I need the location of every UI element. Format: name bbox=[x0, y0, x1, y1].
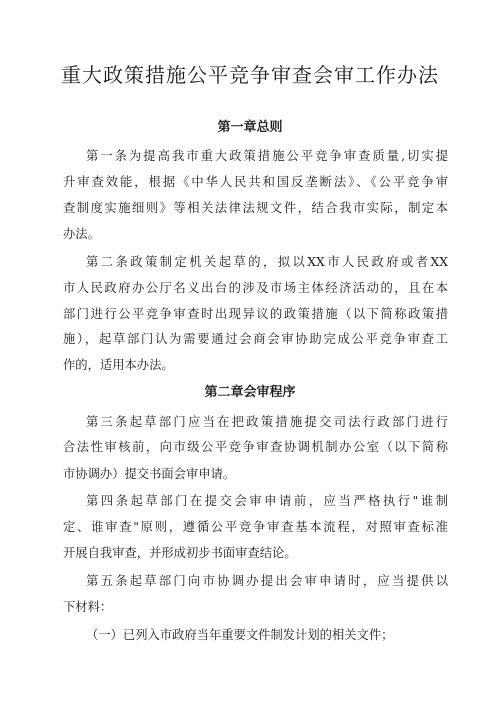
article-5-line-2: 下材料： bbox=[63, 600, 113, 614]
article-2-line-4: 施），起草部门认为需要通过会商会审协助完成公平竞争审查工 bbox=[63, 332, 448, 346]
article-2-line-5: 作的，适用本办法。 bbox=[63, 358, 174, 372]
document-title: 重大政策措施公平竞争审查会审工作办法 bbox=[61, 63, 439, 87]
article-2-line-1: 第二条政策制定机关起草的，拟以XX市人民政府或者XX bbox=[86, 255, 448, 269]
article-3-line-3: 市协调办）提交书面会审申请。 bbox=[63, 467, 236, 481]
article-3-line-2: 合法性审核前，向市级公平竞争审查协调机制办公室（以下简称 bbox=[63, 440, 448, 454]
chapter-1-heading: 第一章总则 bbox=[217, 120, 283, 135]
article-2-line-2: 市人民政府办公厅名义出台的涉及市场主体经济活动的，且在本 bbox=[63, 281, 448, 295]
article-3-line-1: 第三条起草部门应当在把政策措施提交司法行政部门进行 bbox=[86, 415, 448, 429]
article-1-line-2: 升审查效能，根据《中华人民共和国反垄断法》、《公平竞争审 bbox=[63, 175, 448, 189]
article-1-line-1: 第一条为提高我市重大政策措施公平竞争审查质量,切实提 bbox=[86, 149, 448, 163]
article-4-line-2: 定、谁审查"原则，遵循公平竞争审查基本流程，对照审查标准 bbox=[63, 520, 448, 534]
article-5-line-1: 第五条起草部门向市协调办提出会审申请时，应当提供以 bbox=[86, 574, 448, 588]
article-1-line-4: 办法。 bbox=[63, 227, 100, 241]
article-5-item-1: （一）已列入市政府当年重要文件制发计划的相关文件； bbox=[86, 628, 394, 642]
article-2-line-3: 部门进行公平竞争审查时出现异议的政策措施（以下简称政策措 bbox=[63, 307, 448, 321]
chapter-2-heading: 第二章会审程序 bbox=[204, 385, 296, 400]
article-4-line-3: 开展自我审查，并形成初步书面审查结论。 bbox=[63, 546, 297, 560]
article-4-line-1: 第四条起草部门在提交会审申请前，应当严格执行"谁制 bbox=[86, 494, 448, 508]
article-1-line-3: 查制度实施细则》等相关法律法规文件，结合我市实际，制定本 bbox=[63, 201, 448, 215]
